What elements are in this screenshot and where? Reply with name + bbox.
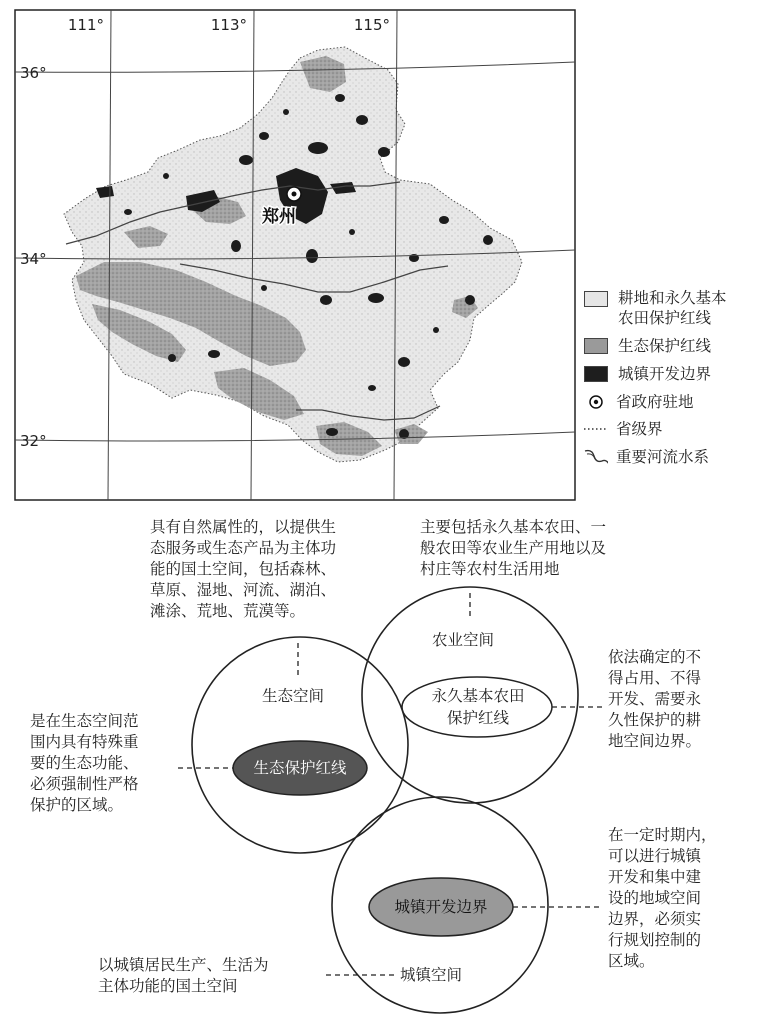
legend-label: 农田保护红线	[618, 309, 712, 327]
farmland-redline-label: 永久基本农田 保护红线	[431, 687, 525, 727]
capital-icon	[584, 394, 608, 410]
legend-item-boundary	[584, 419, 663, 439]
legend-item-urban	[584, 364, 711, 384]
spatial-planning-diagram	[0, 505, 765, 1018]
agri-space-desc: 主要包括永久基本农田、一 般农田等农业生产用地以及 村庄等农村生活用地	[420, 518, 607, 578]
city-label-zhengzhou: 郑州	[262, 207, 296, 227]
legend-item-river	[584, 447, 709, 467]
ecology-space-title: 生态空间	[262, 687, 325, 705]
lat-tick-34: 34°	[20, 250, 47, 268]
eco-redline-label: 生态保护红线	[253, 759, 347, 777]
legend-label: 耕地和永久基本	[618, 289, 727, 307]
agri-space-title: 农业空间	[432, 631, 495, 649]
lon-tick-115: 115°	[353, 16, 390, 34]
urban-boundary-desc: 在一定时期内， 可以进行城镇 开发和集中建 设的地域空间 边界，必须实 行规划控制的 区域。	[608, 826, 717, 970]
urban-boundary-label: 城镇开发边界	[394, 898, 488, 916]
farmland-redline-desc: 依法确定的不 得占用、不得 开发、需要永 久性保护的耕 地空间边界。	[608, 648, 702, 750]
legend-item-ecology	[584, 336, 711, 356]
dotted-line-icon	[584, 424, 608, 434]
ecology-space-desc: 具有自然属性的，以提供生 态服务或生态产品为主体功 能的国土空间，包括森林、 草原、湿地、河流、湖泊、 滩涂、荒地、荒漠等。	[150, 518, 337, 620]
legend-label: 省政府驻地	[616, 393, 694, 411]
ecology-swatch	[584, 338, 608, 354]
legend-item-capital	[584, 392, 694, 412]
capital-marker	[287, 187, 301, 201]
lon-tick-111: 111°	[67, 16, 104, 34]
urban-space-title: 城镇空间	[400, 966, 463, 984]
legend-label: 省级界	[616, 420, 663, 438]
eco-redline-desc: 是在生态空间范 围内具有特殊重 要的生态功能、 必须强制性严格 保护的区域。	[30, 712, 139, 814]
legend-label: 重要河流水系	[616, 448, 710, 466]
legend-label: 城镇开发边界	[618, 365, 712, 383]
cropland-swatch	[584, 291, 608, 307]
legend-item-cropland	[584, 288, 727, 328]
lon-tick-113: 113°	[210, 16, 247, 34]
urban-space-desc: 以城镇居民生产、生活为 主体功能的国土空间	[98, 956, 269, 995]
river-icon	[584, 447, 608, 467]
lat-tick-36: 36°	[20, 64, 47, 82]
legend-label: 生态保护红线	[618, 337, 712, 355]
urban-swatch	[584, 366, 608, 382]
lat-tick-32: 32°	[20, 432, 47, 450]
